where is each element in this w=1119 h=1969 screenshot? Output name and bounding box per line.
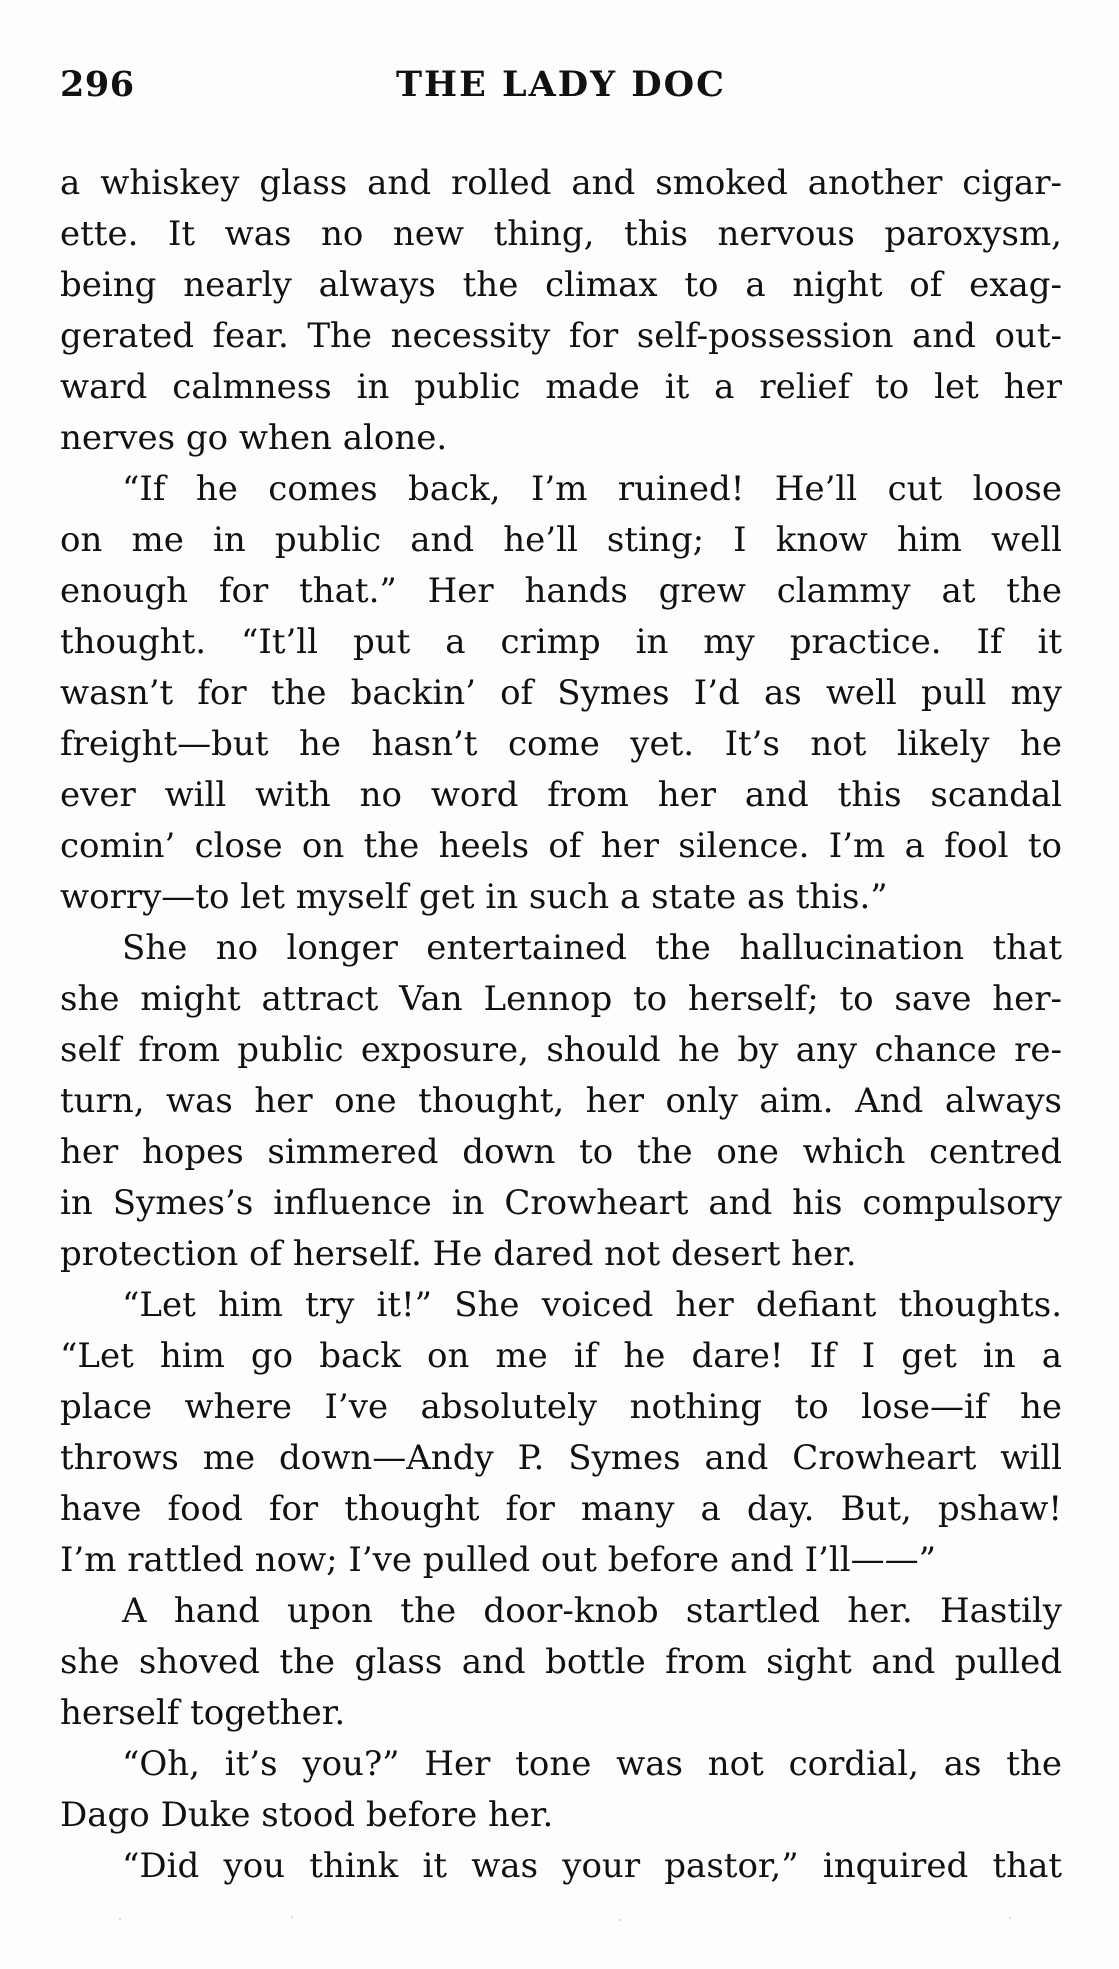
text-line: herself together. xyxy=(60,1693,346,1733)
text-line: throws me down—Andy P. Symes and Crowheart will xyxy=(60,1438,1062,1478)
text-line: have food for thought for many a day. But, pshaw! xyxy=(60,1489,1062,1529)
text-line: I’m rattled now; I’ve pulled out before and I’ll——” xyxy=(60,1540,936,1580)
text-line: protection of herself. He dared not desert her. xyxy=(60,1234,857,1274)
text-line: being nearly always the climax to a night of exag- xyxy=(60,265,1062,305)
text-line: “If he comes back, I’m ruined! He’ll cut loose xyxy=(122,469,1062,509)
text-line: “Let him go back on me if he dare! If I get in a xyxy=(60,1336,1062,1376)
text-line: “Did you think it was your pastor,” inquired that xyxy=(122,1846,1062,1886)
text-line: she might attract Van Lennop to herself; to save her- xyxy=(60,979,1062,1019)
text-line: in Symes’s influence in Crowheart and his compulsory xyxy=(60,1183,1062,1223)
page-header xyxy=(60,64,1062,112)
body-text xyxy=(60,158,1062,1892)
text-line: turn, was her one thought, her only aim. And always xyxy=(60,1081,1062,1121)
text-line: place where I’ve absolutely nothing to lose—if he xyxy=(60,1387,1062,1427)
text-line: freight—but he hasn’t come yet. It’s not likely he xyxy=(60,724,1062,764)
page-number: 296 xyxy=(60,64,135,105)
text-line: self from public exposure, should he by any chance re- xyxy=(60,1030,1062,1070)
text-line: worry—to let myself get in such a state as this.” xyxy=(60,877,888,917)
text-line: ever will with no word from her and this scandal xyxy=(60,775,1062,815)
paper-specks xyxy=(60,1915,1062,1925)
text-line: wasn’t for the backin’ of Symes I’d as well pull my xyxy=(60,673,1062,713)
text-line: “Oh, it’s you?” Her tone was not cordial, as the xyxy=(122,1744,1062,1784)
text-line: she shoved the glass and bottle from sight and pulled xyxy=(60,1642,1062,1682)
text-line: Dago Duke stood before her. xyxy=(60,1795,554,1835)
text-line: enough for that.” Her hands grew clammy at the xyxy=(60,571,1062,611)
text-line: her hopes simmered down to the one which centred xyxy=(60,1132,1062,1172)
text-line: on me in public and he’ll sting; I know him well xyxy=(60,520,1062,560)
text-line: A hand upon the door-knob startled her. Hastily xyxy=(122,1591,1062,1631)
running-head-title: THE LADY DOC xyxy=(396,64,726,105)
text-line: ward calmness in public made it a relief to let her xyxy=(60,367,1062,407)
text-line: “Let him try it!” She voiced her defiant thoughts. xyxy=(122,1285,1062,1325)
text-line: ette. It was no new thing, this nervous paroxysm, xyxy=(60,214,1062,254)
text-line: gerated fear. The necessity for self-possession and out- xyxy=(60,316,1062,356)
text-line: a whiskey glass and rolled and smoked another cigar- xyxy=(60,163,1062,203)
text-line: nerves go when alone. xyxy=(60,418,448,458)
text-line: comin’ close on the heels of her silence. I’m a fool to xyxy=(60,826,1062,866)
text-line: thought. “It’ll put a crimp in my practice. If it xyxy=(60,622,1062,662)
text-line: She no longer entertained the hallucination that xyxy=(122,928,1062,968)
